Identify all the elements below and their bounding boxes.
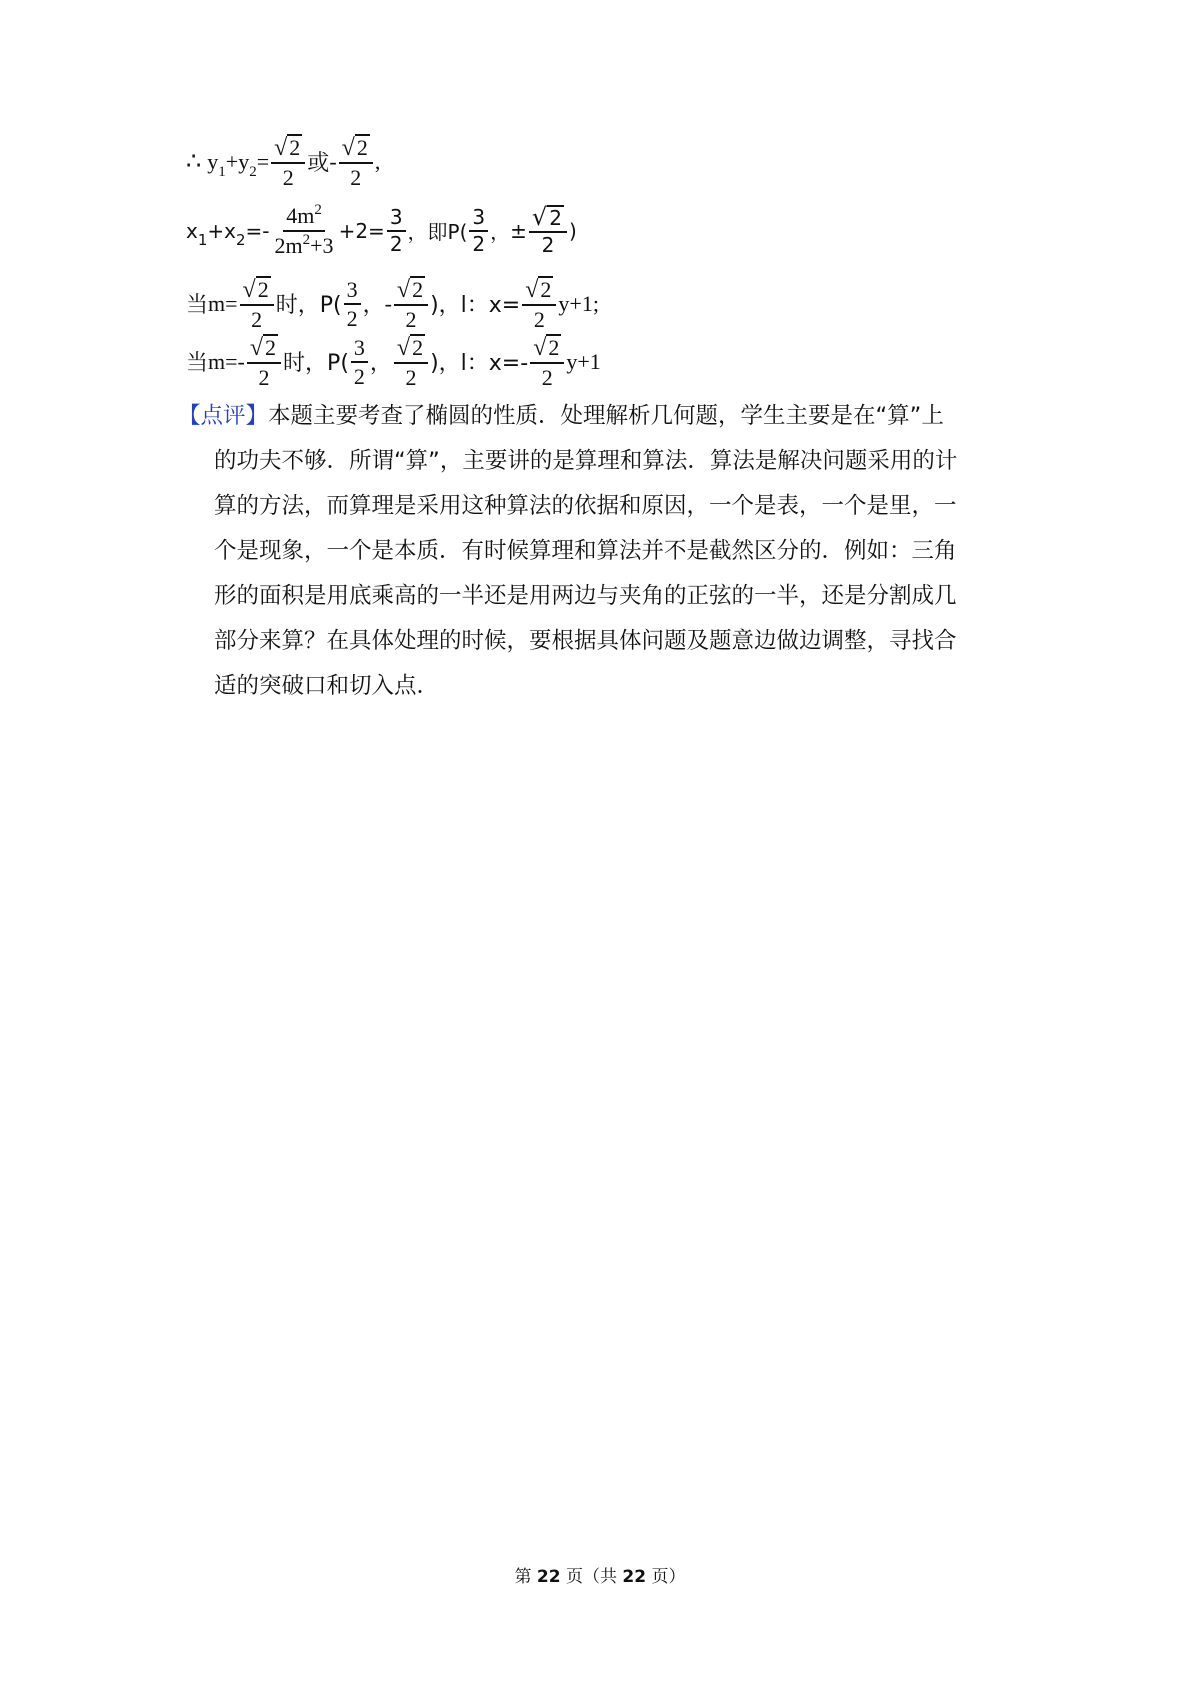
y-sum-label: $y_1+y_2=$ [207,148,270,180]
fraction-3-over-2: $\frac{3}{2}$ [387,207,406,255]
m-equals: m= [208,290,238,316]
comment-line: 部分来算？在具体处理的时候，要根据具体问题及题意边做边调整，寻找合 [214,628,957,654]
fraction-sqrt2-over-2: √ 2 2 [247,334,281,389]
fraction-3-over-2: $\frac{3}{2}$ [351,336,368,388]
fraction-sqrt2-over-2: √ 2 2 [394,334,428,389]
line-l-equation: )，l：x=- [430,351,529,377]
comment-line: 个是现象，一个是本质．有时候算理和算法并不是截然区分的．例如：三角 [214,538,957,564]
fraction-sqrt2-over-2-coef: √ 2 2 [522,276,556,331]
comment-line: 形的面积是用底乘高的一半还是用两边与夹角的正弦的一半，还是分割成几 [214,583,957,609]
when-text: 当 [186,351,209,377]
fraction-sqrt2-over-2-neg: √ 2 2 [339,134,373,189]
comma: ， [490,220,511,245]
x-sum-label: $x_1+x_2=$ [186,218,263,249]
comment-tag: 【点评】 [178,403,269,429]
fraction-3-over-2-point: $\frac{3}{2}$ [469,207,488,255]
ie-point-text: ，即P( [407,220,468,245]
time-point-text: 时，P( [283,351,349,377]
or-text: 或 [307,151,330,177]
fraction-sqrt2-over-2-coef: √ 2 2 [530,334,564,389]
footer-page-number: 22 [536,1567,561,1587]
minus-sign: - [329,148,337,174]
fraction-sqrt2-over-2-neg: √ 2 2 [394,276,428,331]
time-point-text: 时，P( [275,293,342,319]
footer-total-pages: 22 [622,1567,647,1587]
therefore-symbol: ∴ [186,149,202,176]
plus-minus-sign: ± [510,218,527,243]
fraction-4m2-over-2m2-plus-3: $\frac{4m^2}{2m^2+3}$ [274,202,334,258]
y-plus-one: y+1; [558,290,599,316]
y-plus-one: y+1 [566,348,601,374]
minus-sign: - [384,290,392,316]
comma: ， [362,293,385,319]
close-paren: ) [568,218,577,243]
when-text: 当 [186,293,209,319]
math-line-1 [186,134,380,189]
footer-suffix: 页） [651,1567,686,1587]
fraction-sqrt2-over-2: √ 2 2 [529,205,567,256]
comment-section [178,394,978,709]
math-line-4 [186,334,601,389]
fraction-3-over-2: $\frac{3}{2}$ [344,278,361,330]
comment-line: 算的方法，而算理是采用这种算法的依据和原因，一个是表，一个是里，一 [214,493,957,519]
math-line-2 [186,204,577,258]
fraction-sqrt2-over-2: √ 2 2 [271,134,305,189]
comma: ， [369,351,392,377]
comment-first-line [178,394,978,439]
page-footer [0,1562,1200,1587]
comment-line: 的功夫不够．所谓“算”，主要讲的是算理和算法．算法是解决问题采用的计 [214,448,958,474]
m-equals-neg: m=- [208,348,245,374]
plus-two-equals: +2= [338,218,385,243]
math-line-3 [186,276,599,331]
line-l-equation: )，l：x= [430,293,521,319]
footer-middle: 页（共 [566,1567,617,1587]
footer-prefix: 第 [514,1567,532,1587]
comment-line: 适的突破口和切入点． [214,673,440,699]
line-end-comma: , [374,148,381,174]
comment-first-text: 本题主要考查了椭圆的性质．处理解析几何题，学生主要是在“算”上 [268,403,944,429]
minus-sign: - [262,218,270,243]
comment-body [178,439,978,709]
fraction-sqrt2-over-2: √ 2 2 [240,276,274,331]
